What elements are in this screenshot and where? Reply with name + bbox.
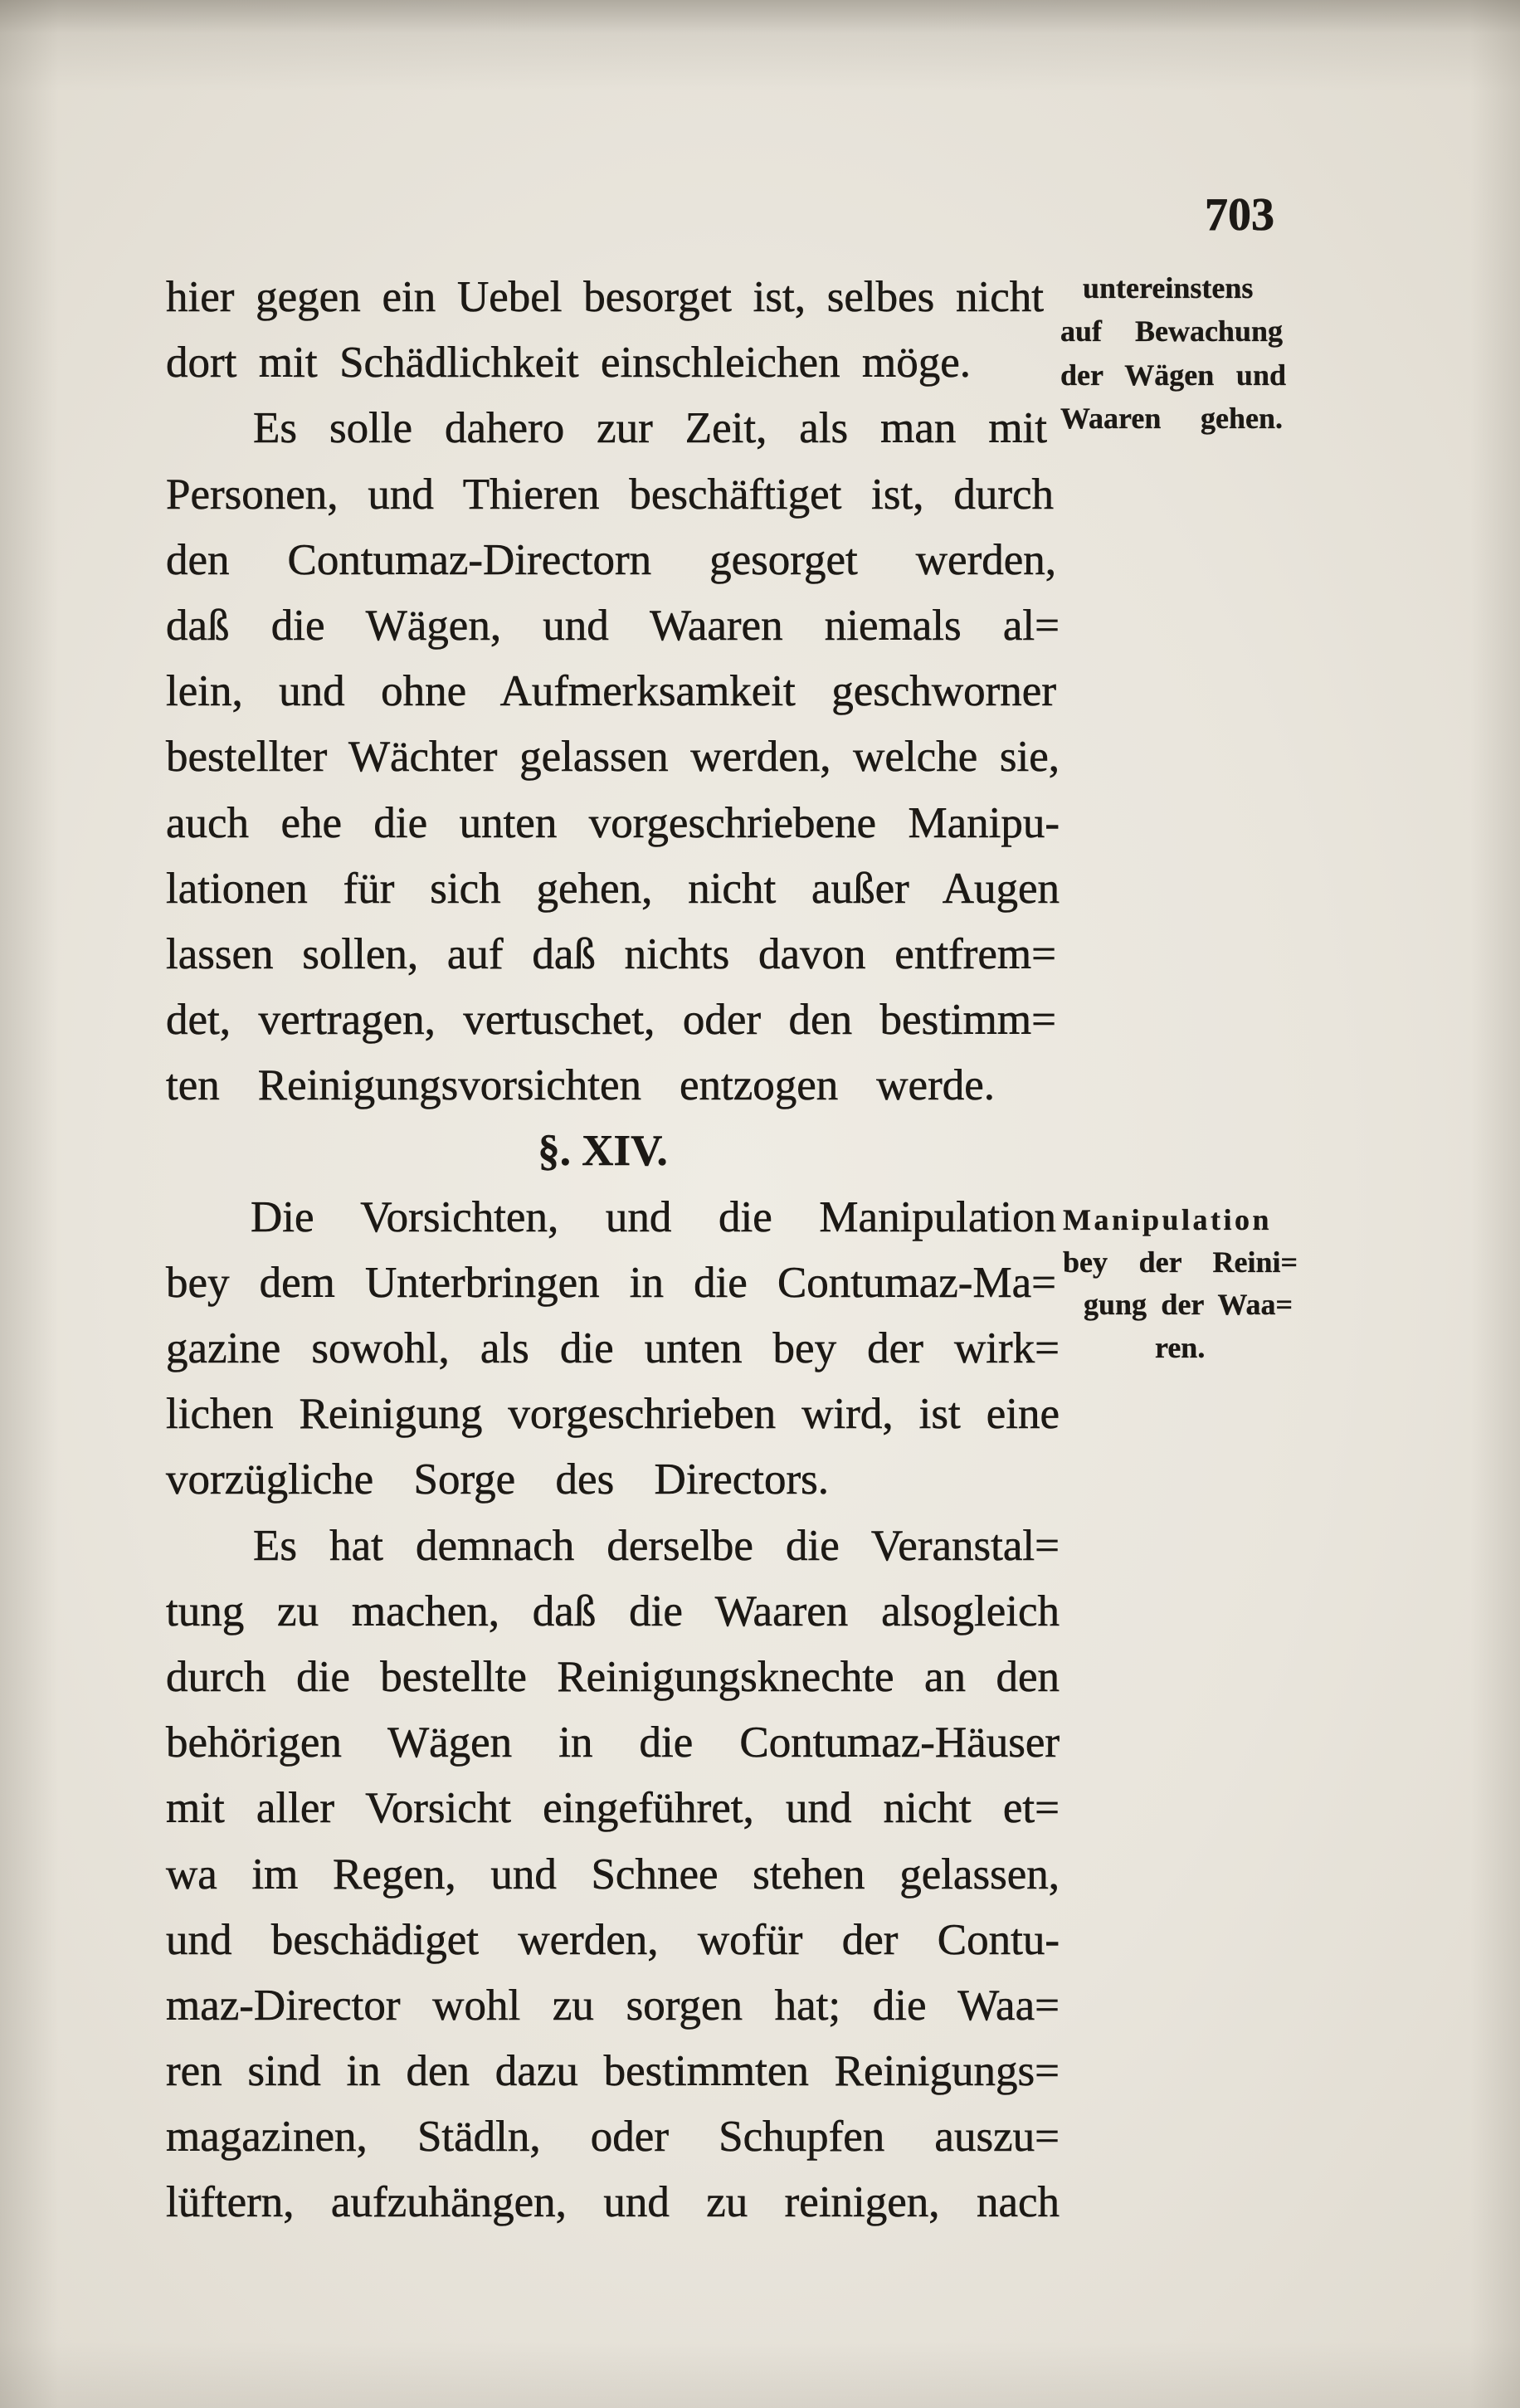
margin-note-line: bey der Reini= bbox=[1063, 1245, 1298, 1280]
text-line: Es hat demnach derselbe die Veranstal= bbox=[253, 1521, 1060, 1570]
page-number: 703 bbox=[1205, 189, 1274, 241]
paragraph bbox=[166, 396, 1062, 1119]
text-line: vorzügliche Sorge des Directors. bbox=[166, 1455, 829, 1504]
text-line: lationen für sich gehen, nicht außer Augen bbox=[166, 864, 1060, 913]
text-line: tung zu machen, daß die Waaren alsogleich bbox=[166, 1587, 1060, 1635]
text-line: mit aller Vorsicht eingeführet, und nicht et= bbox=[166, 1784, 1060, 1833]
text-line: und beschädiget werden, wofür der Contu- bbox=[166, 1915, 1060, 1964]
text-line: durch die bestellte Reinigungsknechte an den bbox=[166, 1652, 1060, 1701]
margin-note-line: Manipulation bbox=[1063, 1203, 1273, 1236]
paragraph bbox=[166, 1185, 1062, 1514]
text-line: wa im Regen, und Schnee stehen gelassen, bbox=[166, 1850, 1060, 1899]
text-line: bey dem Unterbringen in die Contumaz-Ma= bbox=[166, 1258, 1056, 1307]
paragraph bbox=[166, 265, 1062, 396]
text-line: Es solle dahero zur Zeit, als man mit bbox=[253, 404, 1047, 453]
text-line: lassen sollen, auf daß nichts davon entfrem= bbox=[166, 929, 1056, 978]
text-line: maz-Director wohl zu sorgen hat; die Waa= bbox=[166, 1981, 1060, 2030]
text-line: det, vertragen, vertuschet, oder den bestimm= bbox=[166, 996, 1056, 1045]
text-line: Die Vorsichten, und die Manipulation bbox=[251, 1192, 1056, 1241]
text-line: behörigen Wägen in die Contumaz-Häuser bbox=[166, 1718, 1060, 1767]
paragraph bbox=[166, 1514, 1062, 2236]
margin-note-line: Waaren gehen. bbox=[1060, 402, 1283, 436]
text-line: Personen, und Thieren beschäftiget ist, durch bbox=[166, 470, 1054, 519]
text-line: lichen Reinigung vorgeschrieben wird, ist eine bbox=[166, 1390, 1060, 1439]
margin-note-line: ren. bbox=[1155, 1330, 1206, 1364]
text-line: ren sind in den dazu bestimmten Reinigungs= bbox=[166, 2047, 1060, 2096]
margin-note-line: gung der Waa= bbox=[1084, 1288, 1293, 1322]
margin-note bbox=[1060, 266, 1301, 441]
text-line: hier gegen ein Uebel besorget ist, selbes nicht bbox=[166, 273, 1044, 321]
margin-note bbox=[1063, 1199, 1303, 1369]
margin-note-line: der Wägen und bbox=[1060, 358, 1286, 392]
text-line: auch ehe die unten vorgeschriebene Manipu- bbox=[166, 798, 1060, 847]
text-line: daß die Wägen, und Waaren niemals al= bbox=[166, 601, 1060, 650]
text-line: lein, und ohne Aufmerksamkeit geschworner bbox=[166, 667, 1056, 716]
text-line: ten Reinigungsvorsichten entzogen werde. bbox=[166, 1061, 995, 1110]
margin-note-line: untereinstens bbox=[1083, 271, 1254, 305]
text-line: den Contumaz-Directorn gesorget werden, bbox=[166, 535, 1056, 584]
text-line: lüftern, aufzuhängen, und zu reinigen, nach bbox=[166, 2178, 1060, 2227]
text-line: magazinen, Städln, oder Schupfen auszu= bbox=[166, 2113, 1060, 2162]
margin-note-line: auf Bewachung bbox=[1060, 314, 1283, 349]
main-text-column bbox=[166, 265, 1062, 2236]
section-heading: §. XIV. bbox=[538, 1127, 668, 1176]
text-line: bestellter Wächter gelassen werden, welche sie, bbox=[166, 733, 1060, 782]
text-line: gazine sowohl, als die unten bey der wirk= bbox=[166, 1324, 1060, 1372]
text-line: dort mit Schädlichkeit einschleichen möge. bbox=[166, 339, 971, 388]
